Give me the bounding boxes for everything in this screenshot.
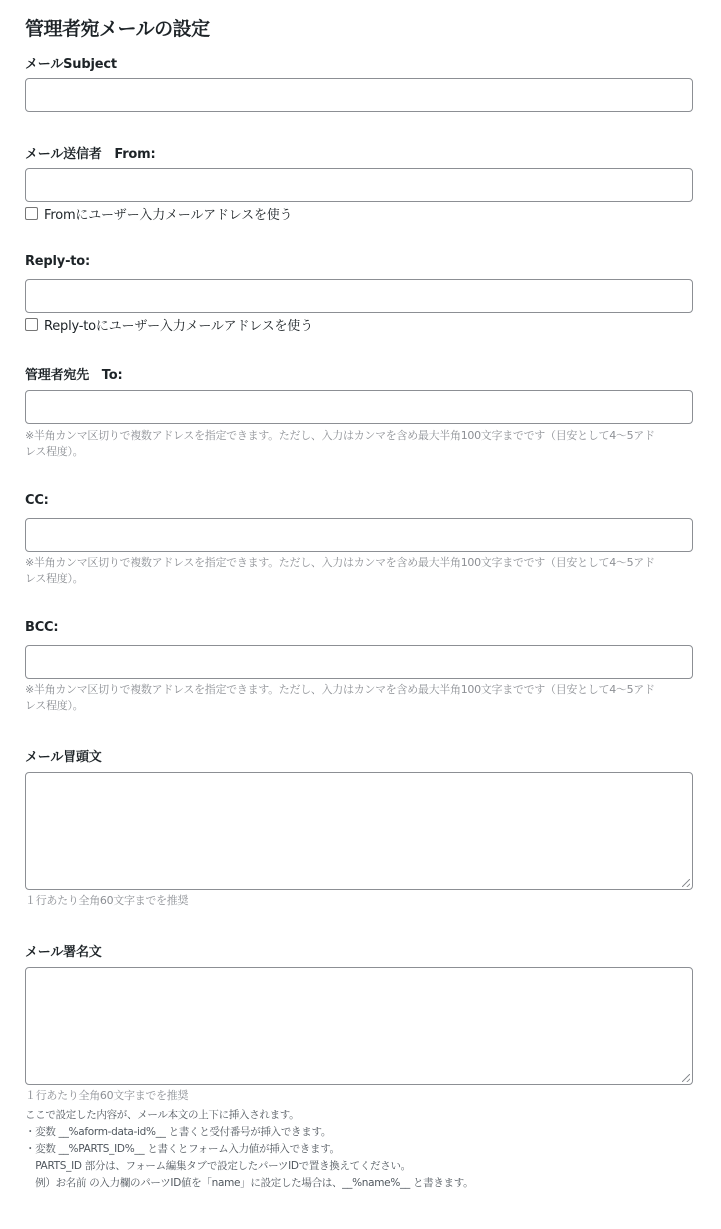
from-use-user-email-label: Fromにユーザー入力メールアドレスを使う bbox=[44, 207, 293, 223]
usage-note-line: ・変数 __%aform-data-id%__ と書くと受付番号が挿入できます。 bbox=[25, 1126, 332, 1138]
signature-hint: １行あたり全角60文字までを推奨 bbox=[25, 1089, 189, 1102]
to-label: 管理者宛先 To: bbox=[25, 368, 123, 383]
subject-label: メールSubject bbox=[25, 57, 117, 72]
subject-input[interactable] bbox=[25, 78, 693, 112]
cc-hint: ※半角カンマ区切りで複数アドレスを指定できます。ただし、入力はカンマを含め最大半角100文字までです（目安として4～5アド レス程度）。 bbox=[25, 556, 655, 585]
usage-note-line: ・変数 __%PARTS_ID%__ と書くとフォーム入力値が挿入できます。 bbox=[25, 1143, 340, 1155]
reply-to-use-user-email-option[interactable] bbox=[25, 315, 313, 333]
header-text-label: メール冒頭文 bbox=[25, 750, 102, 765]
reply-to-use-user-email-label: Reply-toにユーザー入力メールアドレスを使う bbox=[44, 318, 313, 334]
resize-grip-icon[interactable] bbox=[682, 879, 690, 887]
usage-notes bbox=[25, 1107, 693, 1192]
bcc-input[interactable] bbox=[25, 645, 693, 679]
header-text-hint: １行あたり全角60文字までを推奨 bbox=[25, 894, 189, 907]
from-input[interactable] bbox=[25, 168, 693, 202]
signature-textarea[interactable] bbox=[25, 967, 693, 1085]
from-use-user-email-checkbox[interactable] bbox=[25, 207, 38, 220]
from-use-user-email-option[interactable] bbox=[25, 204, 292, 222]
reply-to-input[interactable] bbox=[25, 279, 693, 313]
signature-label: メール署名文 bbox=[25, 945, 102, 960]
reply-to-use-user-email-checkbox[interactable] bbox=[25, 318, 38, 331]
from-label: メール送信者 From: bbox=[25, 147, 156, 162]
page-title: 管理者宛メールの設定 bbox=[25, 18, 210, 40]
reply-to-label: Reply-to: bbox=[25, 254, 91, 269]
cc-input[interactable] bbox=[25, 518, 693, 552]
to-hint: ※半角カンマ区切りで複数アドレスを指定できます。ただし、入力はカンマを含め最大半角100文字までです（目安として4～5アド レス程度）。 bbox=[25, 429, 655, 458]
bcc-hint: ※半角カンマ区切りで複数アドレスを指定できます。ただし、入力はカンマを含め最大半角100文字までです（目安として4～5アド レス程度）。 bbox=[25, 683, 655, 712]
resize-grip-icon[interactable] bbox=[682, 1074, 690, 1082]
cc-label: CC: bbox=[25, 493, 49, 508]
bcc-label: BCC: bbox=[25, 620, 59, 635]
usage-note-line: PARTS_ID 部分は、フォーム編集タブで設定したパーツIDで置き換えてください。 bbox=[25, 1160, 411, 1172]
usage-note-line: ここで設定した内容が、メール本文の上下に挿入されます。 bbox=[25, 1109, 300, 1121]
usage-note-line: 例）お名前 の入力欄のパーツID値を「name」に設定した場合は、__%name%__ と書きます。 bbox=[25, 1177, 474, 1189]
to-input[interactable] bbox=[25, 390, 693, 424]
header-text-textarea[interactable] bbox=[25, 772, 693, 890]
